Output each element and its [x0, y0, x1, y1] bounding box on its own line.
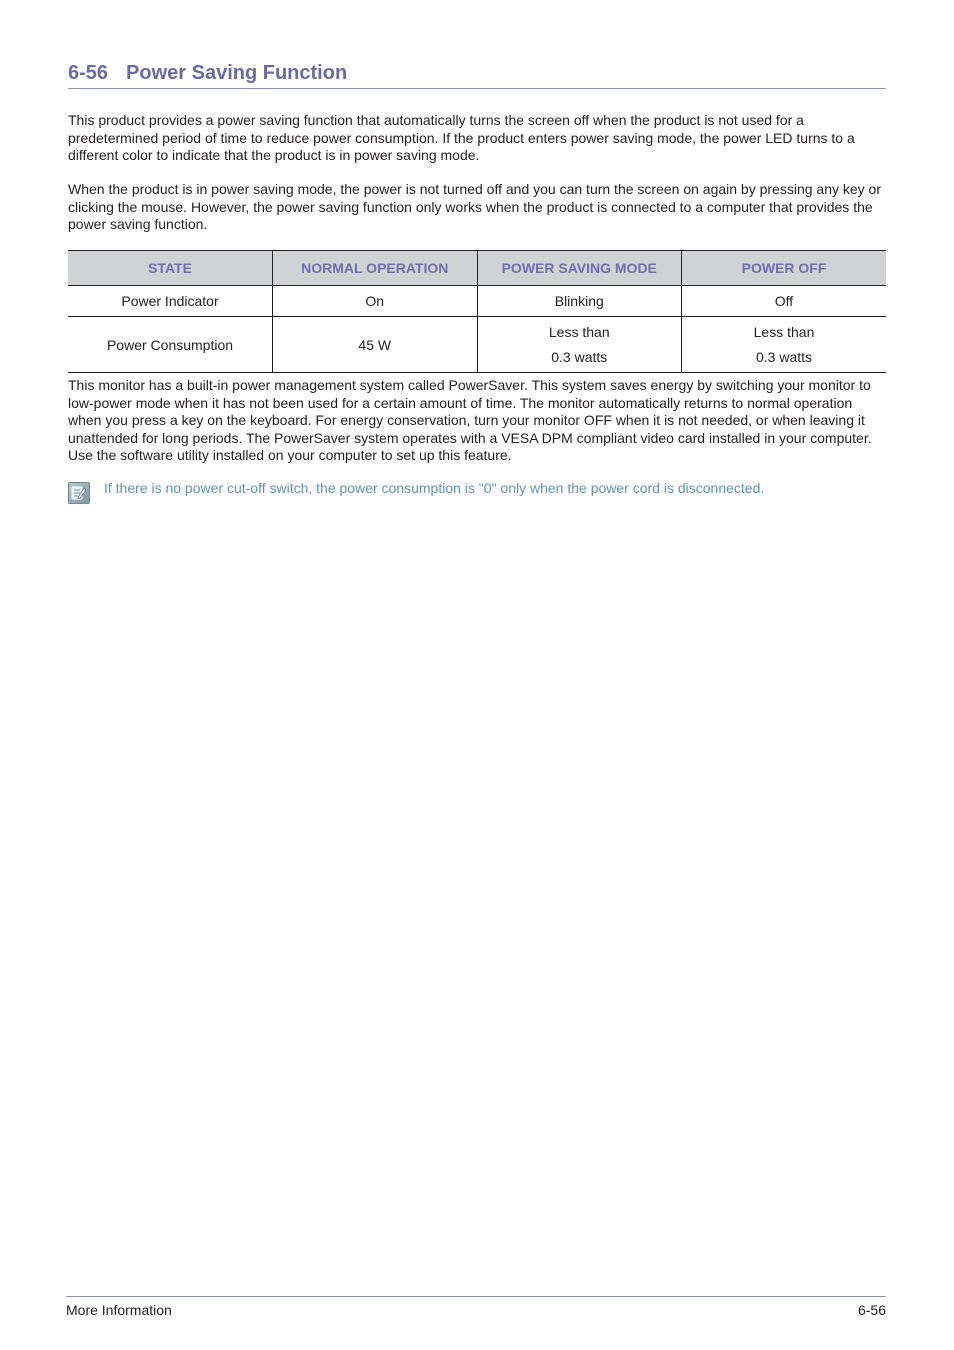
- cell-line: 0.3 watts: [755, 348, 813, 365]
- body-paragraph: This monitor has a built-in power management system called PowerSaver. This system saves energy by switching your monitor to low-power mode when it has not been used for a certain amount of time. The monitor automatically returns to normal operation when you press a key on the keyboard. For energy conservation, turn your monitor OFF when it is not needed, or when leaving it unattended for long periods. The PowerSaver system operates with a VESA DPM compliant video card installed in your computer. Use the software utility installed on your computer to set up this feature.: [68, 377, 872, 464]
- cell-off: Off: [682, 286, 887, 317]
- power-state-table: [68, 250, 886, 373]
- cell-normal: 45 W: [273, 317, 478, 373]
- cell-saving: [477, 317, 682, 373]
- cell-saving: Blinking: [477, 286, 682, 317]
- page-title: [68, 62, 886, 89]
- table-row: [68, 286, 886, 317]
- footer-page-number: 6-56: [857, 1302, 886, 1318]
- cell-normal: On: [273, 286, 478, 317]
- table-row: [68, 317, 886, 373]
- cell-line: Less than: [753, 323, 815, 340]
- header-power-saving-mode: POWER SAVING MODE: [477, 251, 682, 286]
- cell-state: Power Indicator: [68, 286, 273, 317]
- header-power-off: POWER OFF: [682, 251, 887, 286]
- footer-section: More Information: [66, 1302, 172, 1318]
- section-number: 6-56: [68, 62, 109, 84]
- header-state: STATE: [68, 251, 273, 286]
- cell-state: Power Consumption: [68, 317, 273, 373]
- table-header-row: [68, 251, 886, 286]
- intro-paragraph-1: This product provides a power saving function that automatically turns the screen off when the product is not used for a predetermined period of time to reduce power consumption. If the product enters power saving mode, the power LED turns to a different color to indicate that the product is in power saving mode.: [68, 112, 855, 164]
- note-pencil-icon: [68, 482, 90, 504]
- cell-line: Less than: [548, 323, 610, 340]
- intro-paragraph-2: When the product is in power saving mode, the power is not turned off and you can turn the screen on again by pressing any key or clicking the mouse. However, the power saving function only works when the product is connected to a computer that provides the power saving function.: [68, 181, 881, 233]
- cell-off: [682, 317, 887, 373]
- header-normal-operation: NORMAL OPERATION: [273, 251, 478, 286]
- section-title: Power Saving Function: [126, 62, 348, 84]
- page-footer: [66, 1296, 886, 1318]
- cell-line: 0.3 watts: [551, 348, 608, 365]
- note-text: If there is no power cut-off switch, the power consumption is "0" only when the power cord is disconnected.: [104, 480, 765, 496]
- note-box: [68, 480, 886, 506]
